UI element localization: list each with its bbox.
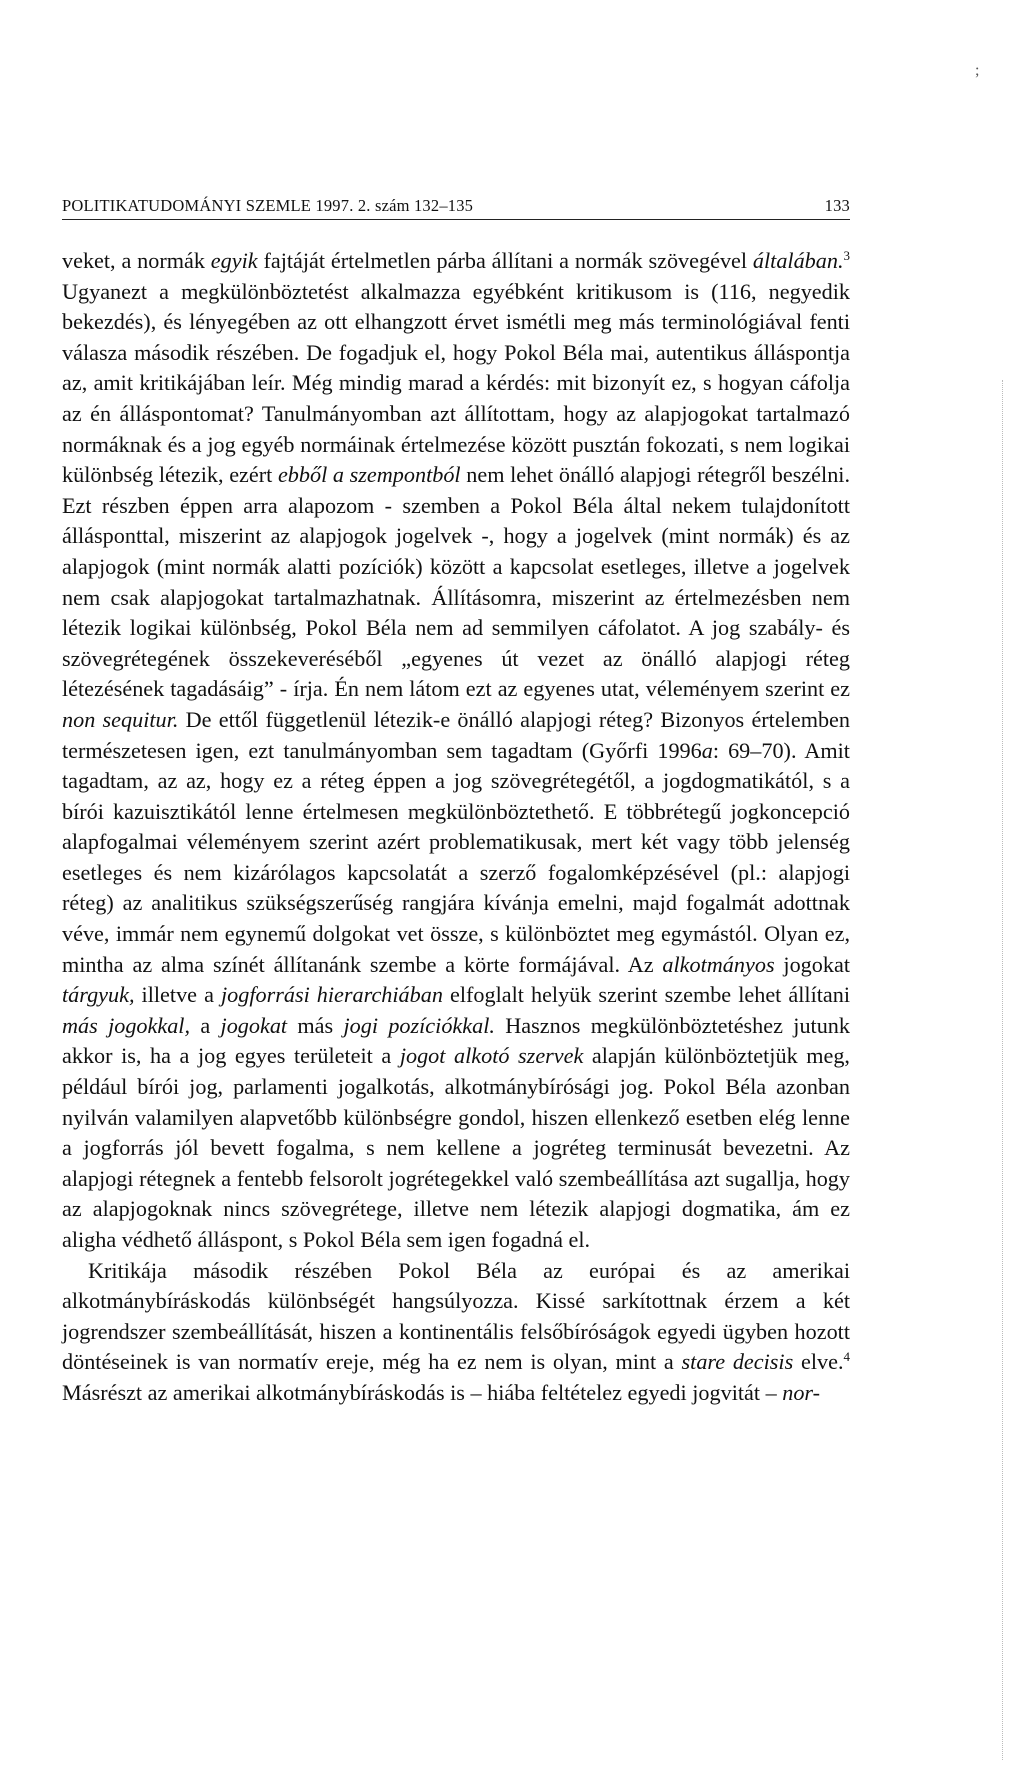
body-text — [62, 246, 850, 1409]
text-run: illetve a — [134, 982, 221, 1008]
text-run: Hasznos megkülönböztetéshez jutunk akkor is, ha a jog egyes területeit a — [62, 1012, 850, 1069]
italic-text: alkotmányos — [662, 951, 775, 977]
italic-text: más jogokkal, — [62, 1012, 191, 1038]
italic-text: jogot alkotó szervek — [399, 1043, 584, 1069]
text-run: más — [287, 1012, 344, 1038]
text-run: elfoglalt helyük szerint szembe lehet állítani — [442, 982, 851, 1008]
text-run: a — [190, 1012, 221, 1038]
running-header — [62, 196, 850, 216]
journal-title: POLITIKATUDOMÁNYI SZEMLE 1997. 2. szám 132–135 — [62, 196, 474, 215]
italic-text: általában. — [752, 248, 844, 273]
footnote-ref: 3 — [843, 248, 851, 263]
text-run: veket, a normák — [62, 248, 211, 273]
corner-mark: ; — [975, 62, 980, 79]
header-rule — [62, 219, 850, 220]
italic-text: ebből a szempontból — [277, 462, 461, 488]
italic-text: a — [701, 737, 713, 763]
paragraph-2 — [62, 1256, 850, 1409]
text-run: alapján különböztetjük meg, például bírói jog, parlamenti jogalkotás, alkotmánybírósági jog. Pokol Béla azonban nyilván valamilyen alapvetőbb különbségre gondol, hiszen ellenkező esetben elég lenne a jogforrás jól bevett fogalma, s nem kellene a jogréteg terminusát bevezetni. Az alapjogi rétegnek a fentebb felsorolt jogrétegekkel való szembeállítása azt sugallja, hogy az alapjogoknak nincs szövegrétege, illetve nem létezik alapjogi dogmatika, ám ez aligha védhető álláspont, s Pokol Béla sem igen fogadná el. — [62, 1043, 850, 1252]
text-run: Ugyanezt a megkülönböztetést alkalmazza egyébként kritikusom is (116, negyedik bekezdés), és lényegében az ott elhangzott érvet ismétli meg más terminológiával fenti válasza második részében. De fogadjuk el, hogy Pokol Béla mai, autentikus álláspontja az, amit kritikájában leír. Még mindig marad a kérdés: mit bizonyít ez, s hogyan cáfolja az én álláspontomat? Tanulmányomban azt állítottam, hogy az alapjogokat tartalmazó normáknak és a jog egyéb normáinak értelmezése között pusztán fokozati, s nem logikai különbség létezik, ezért — [62, 278, 850, 488]
text-run: : 69–70). Amit tagadtam, az az, hogy ez a réteg éppen a jog szövegrétegétől, a jogdogmatikától, s a bírói kazuisztikától lenne értelmesen megkülönböztethető. E többrétegű jogkoncepció alapfogalmai véleményem szerint azért problematikusak, mert két vagy több jelenség esetleges és nem kizárólagos kapcsolatát a szerző fogalomképzésével (pl.: alapjogi réteg) az analitikus szükségszerűség rangjára kívánja emelni, majd fogalmát adottnak véve, immár nem egynemű dolgokat vet össze, s különböztet meg egymástól. Olyan ez, mintha az alma színét állítanánk szembe a körte formájával. Az — [62, 737, 850, 977]
italic-text: jogforrási hierarchiában — [220, 982, 443, 1008]
paragraph-1 — [62, 246, 850, 1256]
italic-text: jogi pozíciókkal. — [343, 1012, 495, 1038]
text-run: fajtáját értelmetlen párba állítani a normák szövegével — [257, 248, 753, 273]
italic-text: egyik — [210, 248, 258, 273]
footnote-ref: 4 — [843, 1349, 850, 1365]
text-run: Másrészt az amerikai alkotmánybíráskodás is – hiába feltételez egyedi jogvitát – — [62, 1379, 783, 1405]
italic-text: stare decisis — [681, 1349, 794, 1375]
page-number: 133 — [824, 196, 850, 215]
page-edge-shadow — [1002, 380, 1003, 1760]
italic-text: jogokat — [220, 1012, 288, 1038]
text-run: De ettől függetlenül létezik-e önálló alapjogi réteg? Bizonyos értelemben természetesen igen, ezt tanulmányomban sem tagadtam (Győrfi 1996 — [62, 706, 850, 763]
italic-text: nor- — [782, 1379, 820, 1405]
italic-text: tárgyuk, — [62, 982, 135, 1008]
text-run: jogokat — [774, 951, 850, 977]
text-run: Kritikája második részében Pokol Béla az európai és az amerikai alkotmánybíráskodás különbségét hangsúlyozza. Kissé sarkítottnak érzem a két jogrendszer szembeállítását, hiszen a kontinentális felsőbíróságok egyedi ügyben hozott döntéseinek is van normatív ereje, még ha ez nem is olyan, mint a — [62, 1257, 850, 1375]
italic-text: non sequitur. — [62, 706, 179, 732]
text-run: elve. — [793, 1349, 844, 1375]
text-run: nem lehet önálló alapjogi rétegről beszélni. Ezt részben éppen arra alapozom - szemben a Pokol Béla által nekem tulajdonított állásponttal, miszerint az alapjogok jogelvek -, hogy a jogelvek (mint normák) és az alapjogok (mint normák alatti pozíciók) között a kapcsolat esetleges, illetve a jogelvek nem csak alapjogokat tartalmazhatnak. Állításomra, miszerint az értelmezésben nem létezik logikai különbség, Pokol Béla nem ad semmilyen cáfolatot. A jog szabály- és szövegrétegének összekeveréséből „egyenes út vezet az önálló alapjogi réteg létezésének tagadásáig” - írja. Én nem látom ezt az egyenes utat, véleményem szerint ez — [62, 462, 850, 702]
